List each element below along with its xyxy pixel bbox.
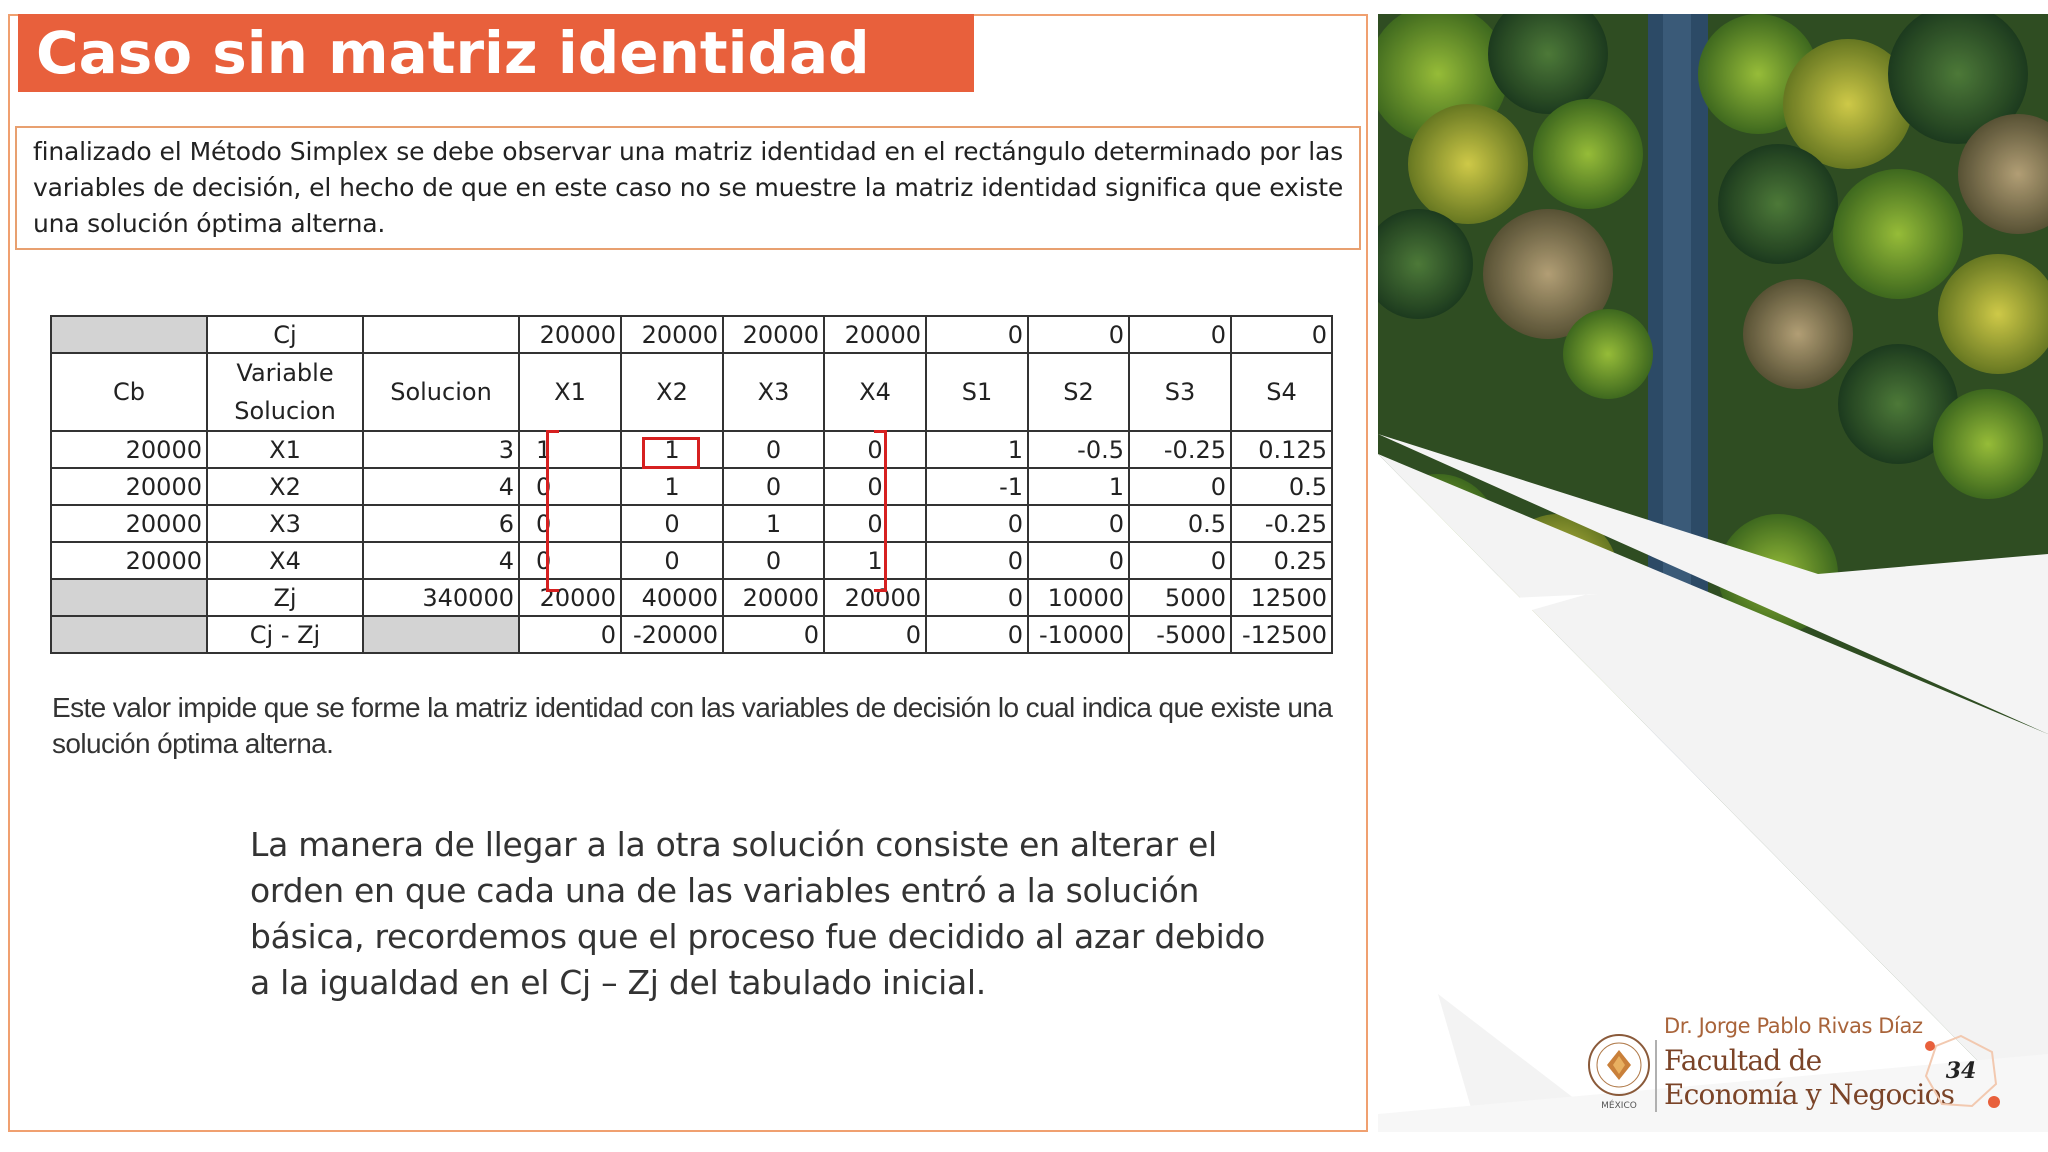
cj-value: 0 bbox=[1129, 316, 1231, 353]
value-cell: 1 bbox=[519, 431, 621, 468]
value-cell: 1 bbox=[1028, 468, 1129, 505]
faculty-line1: Facultad de bbox=[1664, 1044, 1822, 1077]
value-cell: 1 bbox=[621, 468, 723, 505]
value-cell: 1 bbox=[824, 542, 926, 579]
table-row bbox=[51, 468, 1332, 505]
header-column: X1 bbox=[519, 353, 621, 431]
header-variable-line1: Variable bbox=[236, 359, 334, 387]
cj-zj-value: 0 bbox=[824, 616, 926, 653]
value-cell: 1 bbox=[723, 505, 824, 542]
slide-title: Caso sin matriz identidad bbox=[36, 19, 870, 87]
value-cell: 0 bbox=[824, 505, 926, 542]
value-cell: 0 bbox=[1028, 542, 1129, 579]
page-number: 34 bbox=[1945, 1058, 1977, 1084]
header-column: S3 bbox=[1129, 353, 1231, 431]
intro-text: finalizado el Método Simplex se debe observar una matriz identidad en el rectángulo determinado por las variables de decisión, el hecho de que en este caso no se muestre la matriz identidad significa que existe una solución óptima alterna. bbox=[33, 137, 1343, 238]
cj-zj-value: -5000 bbox=[1129, 616, 1231, 653]
cj-value: 0 bbox=[926, 316, 1028, 353]
cj-value: 20000 bbox=[723, 316, 824, 353]
var-cell: X3 bbox=[207, 505, 363, 542]
header-column: X4 bbox=[824, 353, 926, 431]
header-column: S1 bbox=[926, 353, 1028, 431]
zj-value: 40000 bbox=[621, 579, 723, 616]
value-cell: -0.25 bbox=[1129, 431, 1231, 468]
value-cell: 0 bbox=[621, 542, 723, 579]
header-column: X3 bbox=[723, 353, 824, 431]
cj-value: 0 bbox=[1028, 316, 1129, 353]
cj-zj-label: Cj - Zj bbox=[207, 616, 363, 653]
sol-cell: 6 bbox=[363, 505, 519, 542]
zj-sol: 340000 bbox=[363, 579, 519, 616]
zj-value: 20000 bbox=[723, 579, 824, 616]
header-solucion: Solucion bbox=[363, 353, 519, 431]
cj-zj-value: -12500 bbox=[1231, 616, 1332, 653]
cb-cell: 20000 bbox=[51, 431, 207, 468]
table-row bbox=[51, 505, 1332, 542]
zj-row bbox=[51, 579, 1332, 616]
value-cell: 0 bbox=[824, 431, 926, 468]
value-cell: 0 bbox=[723, 468, 824, 505]
blank-cell bbox=[51, 616, 207, 653]
value-cell: 0 bbox=[1028, 505, 1129, 542]
header-row bbox=[51, 353, 1332, 431]
value-cell: 0.125 bbox=[1231, 431, 1332, 468]
value-cell: 0.5 bbox=[1129, 505, 1231, 542]
cj-value: 20000 bbox=[519, 316, 621, 353]
value-cell: 0 bbox=[926, 505, 1028, 542]
zj-value: 0 bbox=[926, 579, 1028, 616]
value-cell: 0 bbox=[519, 505, 621, 542]
value-cell: 0 bbox=[1129, 468, 1231, 505]
zj-value: 10000 bbox=[1028, 579, 1129, 616]
sol-cell: 3 bbox=[363, 431, 519, 468]
blank-cell bbox=[51, 579, 207, 616]
value-cell: -1 bbox=[926, 468, 1028, 505]
value-cell: 0 bbox=[824, 468, 926, 505]
var-cell: X4 bbox=[207, 542, 363, 579]
author-name: Dr. Jorge Pablo Rivas Díaz bbox=[1664, 1014, 1923, 1038]
cj-zj-value: 0 bbox=[519, 616, 621, 653]
var-cell: X2 bbox=[207, 468, 363, 505]
cj-zj-value: 0 bbox=[723, 616, 824, 653]
forest-image bbox=[1378, 14, 2048, 1132]
cj-label: Cj bbox=[207, 316, 363, 353]
value-cell: 1 bbox=[926, 431, 1028, 468]
faculty-line2: Economía y Negocios bbox=[1664, 1078, 1955, 1111]
cj-zj-value: -20000 bbox=[621, 616, 723, 653]
header-variable-line2: Solucion bbox=[234, 397, 336, 425]
cj-row bbox=[51, 316, 1332, 353]
footer-divider bbox=[1655, 1040, 1657, 1112]
identity-right-bracket bbox=[874, 430, 887, 592]
cj-zj-row bbox=[51, 616, 1332, 653]
simplex-tableau bbox=[50, 315, 1333, 654]
page-number-badge bbox=[1922, 1032, 2000, 1110]
value-cell: 0 bbox=[1129, 542, 1231, 579]
value-cell: 1 bbox=[621, 431, 723, 468]
faculty-name bbox=[1664, 1044, 1954, 1112]
value-cell: 0.25 bbox=[1231, 542, 1332, 579]
title-bar bbox=[18, 14, 974, 92]
body-paragraph: La manera de llegar a la otra solución consiste en alterar el orden en que cada una de las variables entró a la solución básica, recordemos que el proceso fue decidido al azar debido a la igualdad en el Cj – Zj del tabulado inicial. bbox=[250, 825, 1266, 1002]
zj-value: 5000 bbox=[1129, 579, 1231, 616]
blank-cell bbox=[363, 616, 519, 653]
highlighted-cell-box bbox=[642, 437, 700, 469]
zj-value: 20000 bbox=[824, 579, 926, 616]
header-column: S2 bbox=[1028, 353, 1129, 431]
cj-zj-value: 0 bbox=[926, 616, 1028, 653]
blank-cell bbox=[363, 316, 519, 353]
table-note: Este valor impide que se forme la matriz identidad con las variables de decisión lo cual indica que existe una solución óptima alterna. bbox=[52, 692, 1333, 759]
cj-value: 20000 bbox=[824, 316, 926, 353]
zj-value: 12500 bbox=[1231, 579, 1332, 616]
identity-left-bracket bbox=[546, 430, 559, 592]
cb-cell: 20000 bbox=[51, 542, 207, 579]
value-cell: 0 bbox=[519, 468, 621, 505]
value-cell: -0.5 bbox=[1028, 431, 1129, 468]
value-cell: 0 bbox=[621, 505, 723, 542]
value-cell: -0.25 bbox=[1231, 505, 1332, 542]
cb-cell: 20000 bbox=[51, 505, 207, 542]
seal-country: MÉXICO bbox=[1601, 1101, 1637, 1111]
sol-cell: 4 bbox=[363, 468, 519, 505]
header-cb: Cb bbox=[51, 353, 207, 431]
value-cell: 0.5 bbox=[1231, 468, 1332, 505]
table-row bbox=[51, 542, 1332, 579]
zj-value: 20000 bbox=[519, 579, 621, 616]
header-variable bbox=[207, 353, 363, 431]
cj-value: 0 bbox=[1231, 316, 1332, 353]
cj-value: 20000 bbox=[621, 316, 723, 353]
value-cell: 0 bbox=[723, 542, 824, 579]
sol-cell: 4 bbox=[363, 542, 519, 579]
cb-cell: 20000 bbox=[51, 468, 207, 505]
zj-label: Zj bbox=[207, 579, 363, 616]
value-cell: 0 bbox=[519, 542, 621, 579]
value-cell: 0 bbox=[723, 431, 824, 468]
var-cell: X1 bbox=[207, 431, 363, 468]
cj-zj-value: -10000 bbox=[1028, 616, 1129, 653]
header-column: X2 bbox=[621, 353, 723, 431]
university-seal-icon bbox=[1586, 1032, 1652, 1116]
value-cell: 0 bbox=[926, 542, 1028, 579]
header-column: S4 bbox=[1231, 353, 1332, 431]
blank-cell bbox=[51, 316, 207, 353]
intro-box bbox=[15, 126, 1361, 250]
